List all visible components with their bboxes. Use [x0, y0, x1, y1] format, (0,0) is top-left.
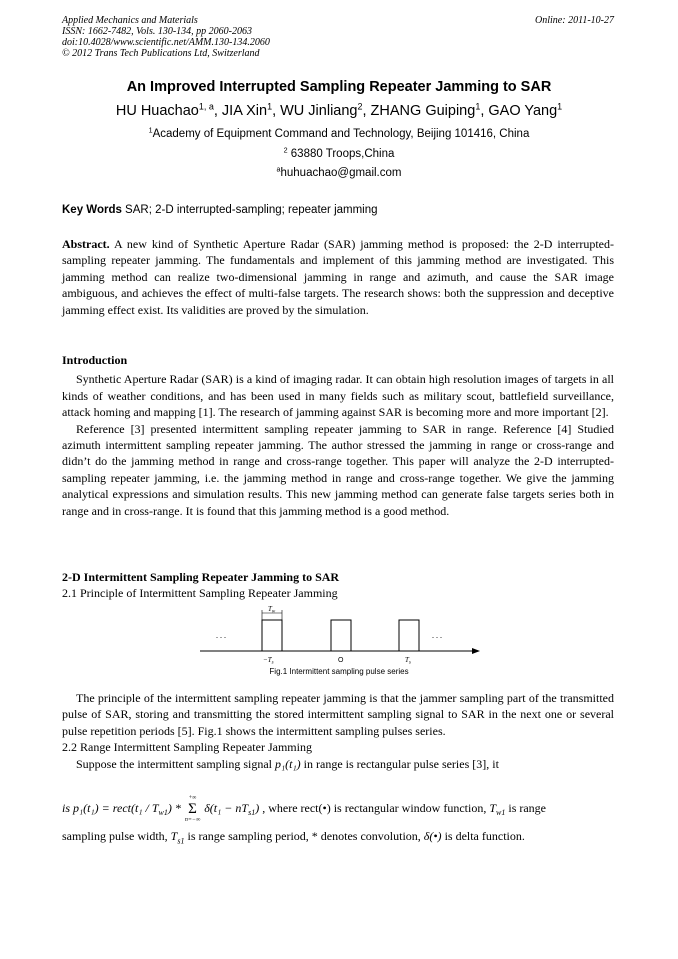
sum-sign: Σ	[188, 801, 197, 817]
author-sup: 1, a	[198, 101, 214, 112]
aff-sup: 1	[148, 126, 153, 135]
text-run: in range is rectangular pulse series [3], it	[300, 756, 499, 771]
text-run: is range	[505, 800, 547, 815]
sampling-pulse	[262, 620, 282, 651]
sum-lower: n=−∞	[184, 817, 201, 823]
author-name: , GAO Yang	[480, 103, 558, 119]
author-name: , JIA Xin	[213, 103, 268, 119]
abstract-label: Abstract.	[62, 237, 110, 251]
affiliation-1	[0, 128, 678, 140]
copyright-line: © 2012 Trans Tech Publications Ltd, Switzerland	[62, 48, 260, 59]
math-inline: p₁(t₁)	[274, 756, 301, 771]
paper-title: An Improved Interrupted Sampling Repeater Jamming to SAR	[126, 79, 552, 95]
abstract-text: A new kind of Synthetic Aperture Radar (SAR) jamming method is proposed: the 2-D interrupted-sampling repeater jamming. The fundamentals and implement of this jamming method are investigated. This jamming method can realize two-dimensional jamming in range and azimuth, and cause the SAR image ambiguous, and achieves the effect of multi-false targets. The research shows: both the suppression and deceptive jamming effect exist. Its validities are proved by the simulation.	[62, 237, 614, 317]
math-inline: T	[170, 829, 178, 843]
axis-arrow	[472, 648, 480, 654]
text-run: , where rect(•) is rectangular window function,	[259, 800, 490, 815]
section-2-body	[62, 690, 614, 772]
figure-caption: Fig.1 Intermittent sampling pulse series	[269, 667, 409, 676]
text-run: Suppose the intermittent sampling signal	[76, 756, 275, 771]
dots-left: . . .	[216, 631, 226, 640]
introduction-section	[62, 352, 614, 519]
math-inline: *	[311, 829, 318, 843]
aff-sup: 2	[283, 146, 288, 155]
label-neg-ts: $-T_s$	[263, 656, 274, 666]
paragraph	[62, 756, 614, 772]
author-email	[0, 167, 678, 179]
journal-name: Applied Mechanics and Materials	[62, 15, 198, 26]
equation-op: ) *	[167, 800, 184, 815]
math-inline: T	[489, 800, 497, 815]
section-heading: Introduction	[62, 353, 128, 367]
aff-text: 63880 Troops,China	[287, 148, 395, 160]
email-text[interactable]: huhuachao@gmail.com	[280, 167, 402, 179]
keywords-label: Key Words	[62, 204, 122, 216]
abstract	[62, 236, 614, 318]
text-run: denotes convolution,	[317, 829, 424, 843]
subsection-heading: 2.2 Range Intermittent Sampling Repeater Jamming	[62, 740, 312, 755]
math-inline: δ(•)	[423, 829, 442, 843]
keywords	[62, 202, 614, 218]
author-sup: 1	[475, 101, 481, 112]
section-heading: 2-D Intermittent Sampling Repeater Jamming to SAR	[62, 570, 340, 584]
author-name: , WU Jinliang	[272, 103, 358, 119]
eq-sub: s1	[248, 808, 256, 818]
online-date: Online: 2011-10-27	[535, 15, 614, 26]
author-sup: 1	[267, 101, 273, 112]
journal-header	[62, 15, 270, 59]
text-run: is delta function.	[441, 829, 525, 843]
equation-rhs: δ(t₁ − nT	[201, 800, 249, 815]
label-tw: $T_w$	[268, 605, 276, 615]
affiliation-2	[0, 148, 678, 160]
keywords-text: SAR; 2-D interrupted-sampling; repeater jamming	[121, 204, 378, 216]
paragraph: Synthetic Aperture Radar (SAR) is a kind of imaging radar. It can obtain high resolution images of targets in all kinds of weather conditions, and has been used in many fields such as military scout, battlefield surveillance, attack homing and mapping [1]. The research of jamming against SAR is becoming more and more important [2].	[62, 372, 614, 420]
section-2-heading-block	[62, 569, 614, 602]
author-sup: 1	[557, 101, 563, 112]
equation-line	[62, 794, 614, 824]
text-run: is range sampling period,	[184, 829, 312, 843]
label-origin: O	[338, 657, 344, 664]
text-run: sampling pulse width,	[62, 829, 171, 843]
author-name: , ZHANG Guiping	[362, 103, 476, 119]
definitions-line	[62, 828, 614, 850]
summation	[185, 794, 200, 824]
author-name: HU Huachao	[115, 103, 199, 119]
paragraph: The principle of the intermittent sampling repeater jamming is that the jammer sampling part of the transmitted pulse of SAR, storing and transmitting the stored intermittent sampling signal to SAR in the next one or several pulse repetition periods [5]. Fig.1 shows the intermittent sampling pulses series.	[62, 691, 614, 738]
subsection-heading: 2.1 Principle of Intermittent Sampling Repeater Jamming	[62, 586, 338, 601]
author-sup: 2	[357, 101, 363, 112]
eq-sub: w1	[496, 808, 506, 818]
sampling-pulse	[399, 620, 419, 651]
issn-line: ISSN: 1662-7482, Vols. 130-134, pp 2060-2063	[62, 26, 252, 37]
eq-sub: w1	[158, 808, 168, 818]
dots-right: . . .	[432, 631, 442, 640]
email-sup: a	[276, 165, 281, 174]
label-ts: $T_s$	[405, 656, 411, 666]
doi-line: doi:10.4028/www.scientific.net/AMM.130-134.2060	[62, 37, 270, 48]
eq-sub: s1	[177, 836, 185, 846]
sampling-pulse	[331, 620, 351, 651]
equation-lhs: is p₁(t₁) = rect(t₁ / T	[62, 800, 159, 815]
author-list	[0, 103, 678, 119]
sum-upper: +∞	[188, 795, 197, 801]
paragraph: Reference [3] presented intermittent sampling repeater jamming to SAR in range. Reference [4] Studied azimuth intermittent sampling repeater jamming. The author stressed the jamming in range or cross-range and didn’t do the jamming method in range and cross-range together. This paper will analyze the 2-D interrupted-sampling repeater jamming, i.e. the jamming method in range and cross-range together. We give the jamming analytical expressions and simulation results. This new jamming method can generate false targets series both in range and in cross-range. It is found that this jamming method is a good method.	[62, 421, 614, 518]
aff-text: Academy of Equipment Command and Technology, Beijing 101416, China	[152, 128, 530, 140]
equation-end: )	[255, 800, 260, 815]
